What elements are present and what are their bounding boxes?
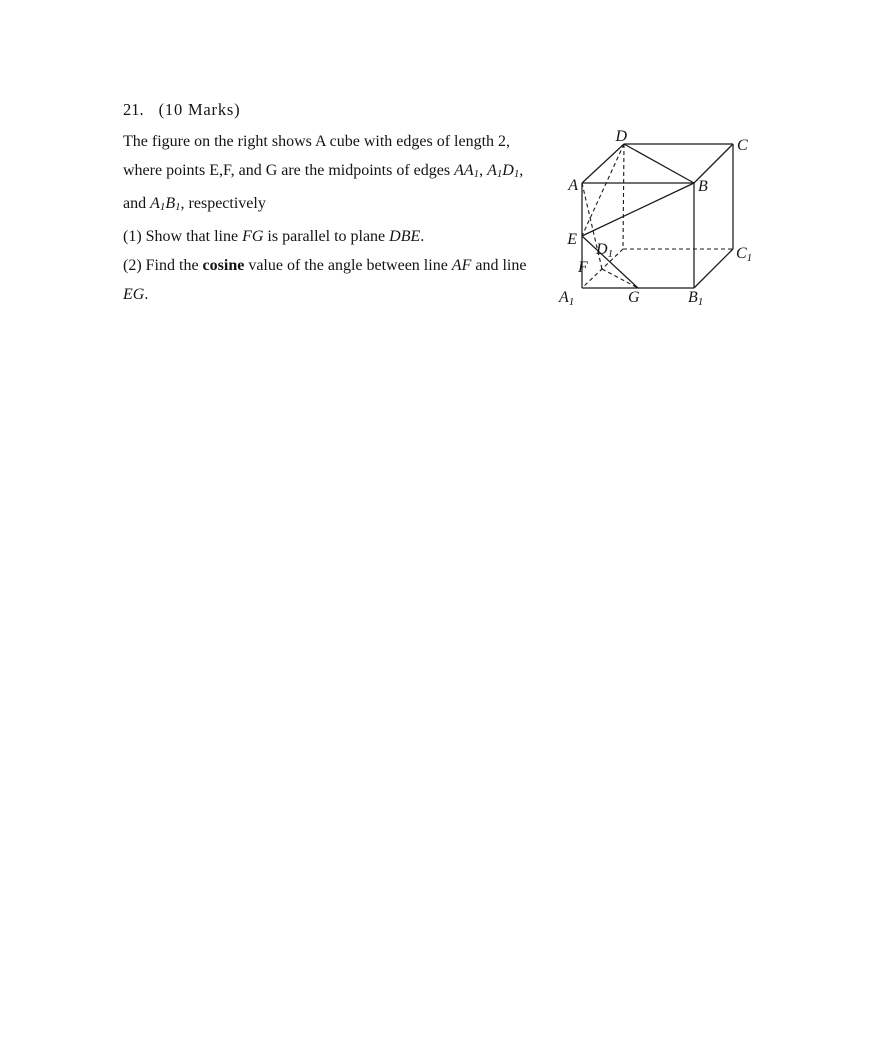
problem-number: 21. xyxy=(123,100,144,119)
edge-E-B xyxy=(582,183,694,236)
problem-line-5: (2) Find the cosine value of the angle between line AF and line xyxy=(123,256,527,274)
vertex-label-E: E xyxy=(567,231,577,248)
vertex-label-B1: B1 xyxy=(688,289,704,308)
problem-line-3: and A1B1, respectively xyxy=(123,194,266,213)
vertex-label-C1: C1 xyxy=(736,245,753,264)
problem-line-6: EG. xyxy=(123,285,149,303)
problem-line-1: The figure on the right shows A cube with edges of length 2, xyxy=(123,133,511,150)
problem-line-4: (1) Show that line FG is parallel to plane DBE. xyxy=(123,227,425,245)
vertex-label-D: D xyxy=(615,128,627,145)
vertex-label-F: F xyxy=(578,259,588,276)
vertex-label-A1: A1 xyxy=(559,289,575,308)
problem-block xyxy=(123,101,568,309)
vertex-label-G: G xyxy=(628,289,640,306)
edge-D-A xyxy=(582,144,624,183)
hidden-edge-D-D1 xyxy=(623,144,624,249)
edge-B1-C1 xyxy=(694,249,733,288)
vertex-label-D1: D1 xyxy=(596,241,614,260)
hidden-edge-D-E xyxy=(582,144,624,236)
problem-text xyxy=(123,127,568,309)
problem-line-2: where points E,F, and G are the midpoints of edges AA1, A1D1, xyxy=(123,162,524,180)
vertex-label-C: C xyxy=(737,137,748,154)
vertex-label-B: B xyxy=(698,178,708,195)
problem-heading xyxy=(123,101,568,119)
vertex-label-A: A xyxy=(568,177,578,194)
problem-marks: (10 Marks) xyxy=(158,100,241,119)
cube-figure xyxy=(550,110,782,310)
edge-D-B xyxy=(624,144,694,183)
